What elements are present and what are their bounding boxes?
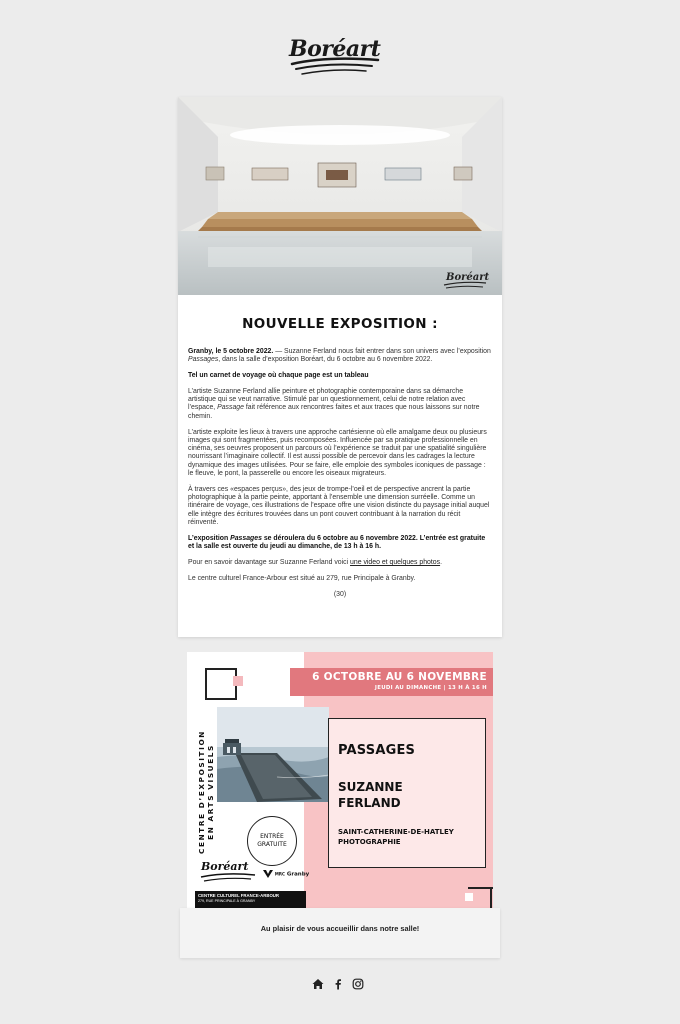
decorative-pink-square xyxy=(233,676,243,686)
poster-artist-name xyxy=(338,779,403,811)
badge-line-2: GRATUITE xyxy=(257,841,287,848)
subheading-text: Tel un carnet de voyage où chaque page est un tableau xyxy=(188,372,369,380)
badge-line-1: ENTRÉE xyxy=(260,833,284,840)
para6-text-2: . xyxy=(440,558,442,566)
article-body xyxy=(188,348,492,606)
address-venue: CENTRE CULTUREL FRANCE-ARBOUR xyxy=(198,893,280,898)
welcome-card xyxy=(180,908,500,958)
article-card xyxy=(178,97,502,637)
welcome-message: Au plaisir de vous accueillir dans notre salle! xyxy=(260,924,420,933)
paragraph-3: L’artiste exploite les lieux à travers une approche cartésienne où elle amalgame deux ou plusieurs images qui sont fragmentées, puis recomposées. Influencée par sa pratique professionnelle en cinéma, ses oeuvres proposent un parcours où l’expérience se traduit par une spatialité singulière nourrissant l’imaginaire collectif. Il est aussi possible de percevoir dans les cadrages la lecture dynamique des images utilisées. Pour se faire, elle emploie des symboles iconiques de passage : le fleuve, le pont, la passerelle ou encore les oiseaux migrateurs. xyxy=(188,428,487,478)
poster-info-box xyxy=(328,718,486,868)
para5-text-2: se déroulera du 6 octobre au 6 novembre 2022. L’entrée est gratuite et la salle est ouverte du jeudi au dimanche, de 13 h à 16 h. xyxy=(188,534,486,551)
artist-last-name: FERLAND xyxy=(338,796,401,810)
poster-medium: PHOTOGRAPHIE xyxy=(338,838,401,846)
svg-text:Boréart: Boréart xyxy=(446,272,490,283)
decorative-line-horizontal xyxy=(468,887,493,889)
granby-mark-icon xyxy=(263,869,273,879)
subheading xyxy=(188,372,492,380)
vertical-title-line-2: EN ARTS VISUELS xyxy=(206,744,215,840)
boreart-logo[interactable] xyxy=(286,34,394,78)
article-title: NOUVELLE EXPOSITION : xyxy=(242,316,438,332)
intro-text-2: , dans la salle d’exposition Boréart, du 6 octobre au 6 novembre 2022. xyxy=(218,356,433,364)
paragraph-7: Le centre culturel France-Arbour est situé au 279, rue Principale à Granby. xyxy=(188,574,416,582)
poster-logo-text: Boréart xyxy=(201,860,249,873)
decorative-line-vertical xyxy=(490,888,492,908)
intro-italic: Passages xyxy=(188,356,219,364)
gallery-photo xyxy=(178,97,502,295)
poster-address-bar xyxy=(195,891,306,908)
para2-text-2: fait référence aux rencontres faites et aux traces que nous laissons sur notre chemin. xyxy=(188,404,480,420)
logo-brush-strokes xyxy=(286,34,394,78)
decorative-white-square xyxy=(465,893,473,901)
poster-location xyxy=(338,827,454,847)
vertical-title-line-1: CENTRE D’EXPOSITION xyxy=(197,730,206,854)
poster-hours: JEUDI AU DIMANCHE | 13 H À 16 H xyxy=(374,685,487,691)
para2-text-1: L’artiste Suzanne Ferland allie peinture et photographie contemporaine dans sa démarche artistique qui se veut narrative. Stimulé par un questionnement, celui de notre relation avec l’espace, xyxy=(188,387,466,412)
granby-logo xyxy=(263,869,309,879)
address-street: 279, RUE PRINCIPALE À GRANBY xyxy=(198,899,256,903)
logo-text: Boréart xyxy=(289,36,381,62)
poster-show-title: PASSAGES xyxy=(338,743,416,758)
poster-date-range: 6 OCTOBRE AU 6 NOVEMBRE xyxy=(312,671,487,683)
poster-boreart-logo xyxy=(197,859,261,885)
poster-photo xyxy=(217,707,329,802)
granby-prefix: MRC xyxy=(274,871,285,877)
video-photos-link[interactable]: une video et quelques photos xyxy=(350,558,441,566)
home-icon[interactable] xyxy=(312,978,324,990)
instagram-icon[interactable] xyxy=(352,978,364,990)
facebook-icon[interactable] xyxy=(332,978,344,990)
end-marker: (30) xyxy=(333,590,347,598)
poster-date-band xyxy=(290,668,493,696)
paragraph-6 xyxy=(188,559,492,567)
intro-text-1: — Suzanne Ferland nous fait entrer dans son univers avec l’exposition xyxy=(273,348,491,355)
artist-first-name: SUZANNE xyxy=(338,780,403,794)
social-links xyxy=(312,976,368,992)
para5-italic: Passages xyxy=(230,534,262,542)
paragraph-4: À travers ces «espaces perçus», des jeux de trompe-l’oeil et de perspective ancrent la partie photographique à la partie peinte, apportant à l’ensemble une dimension surréelle. Comme un itinéraire de voyage, ces illustrations de l’espace offre une vision distincte du paysage initial auquel elle intègre des écritures trouvées dans un pont couvert contribuant à la narration du récit réinventé. xyxy=(188,485,490,527)
para2-italic: Passage xyxy=(217,404,244,412)
paragraph-5 xyxy=(188,535,492,552)
dateline: Granby, le 5 octobre 2022. xyxy=(188,348,274,355)
para6-text-1: Pour en savoir davantage sur Suzanne Ferland voici xyxy=(188,558,351,566)
poster-place: SAINT-CATHERINE-DE-HATLEY xyxy=(338,828,454,836)
exhibition-poster[interactable] xyxy=(187,652,493,908)
para5-text-1: L’exposition xyxy=(188,534,231,542)
paragraph-2 xyxy=(188,388,492,421)
poster-vertical-title xyxy=(191,722,221,862)
intro-paragraph xyxy=(188,348,492,365)
granby-text: Granby xyxy=(286,871,310,878)
